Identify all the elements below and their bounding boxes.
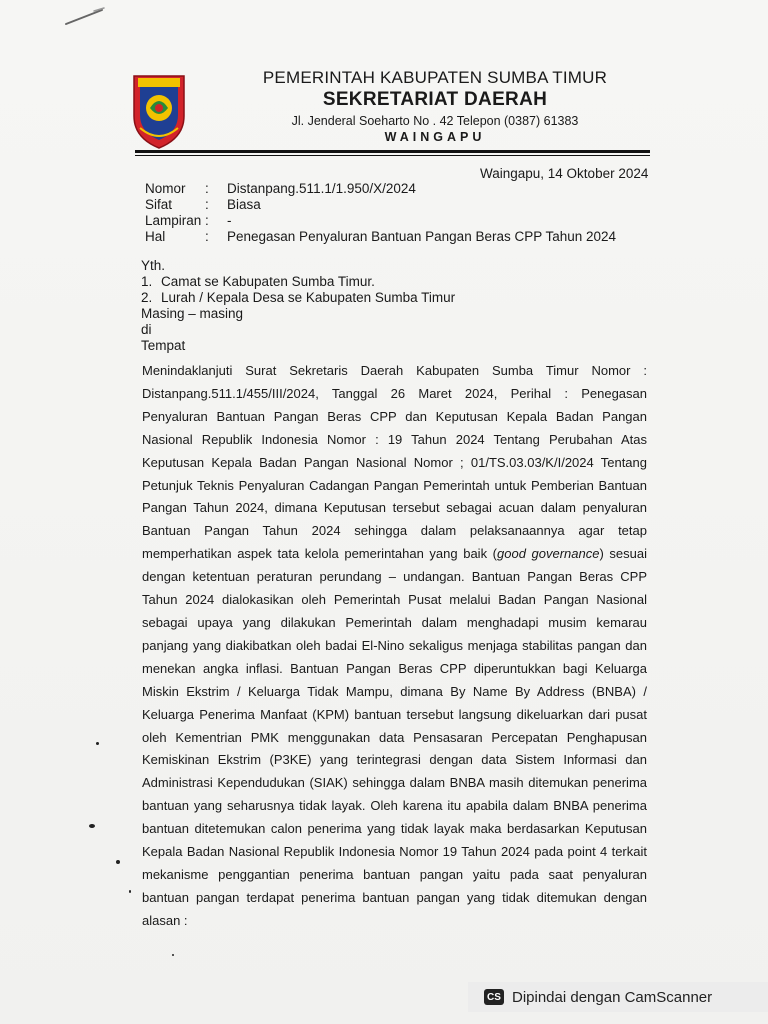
camscanner-watermark <box>468 982 768 1012</box>
scan-speck <box>116 860 120 864</box>
sumba-timur-emblem-icon <box>124 68 194 150</box>
meta-row-nomor <box>145 181 616 197</box>
body-italic-term: good governance <box>497 546 600 562</box>
addressee-text: Camat se Kabupaten Sumba Timur. <box>161 274 375 289</box>
addressee-text: Lurah / Kepala Desa se Kabupaten Sumba Timur <box>161 290 456 305</box>
letterhead-rule-thin <box>135 155 650 156</box>
body-text-part: ) sesuai dengan ketentuan peraturan perundang – undangan. Bantuan Pangan Beras CPP Tahun 2024 dialokasikan oleh Pemerintah Pusat melalui Badan Pangan Nasional sebagai upaya yang dilakukan Pemerintah dalam menghadapi musim kemarau panjang yang diakibatkan oleh badai El-Nino sekaligus menjaga stabilitas pangan dan menekan angka inflasi. Bantuan Pangan Beras CPP diperuntukkan bagi Keluarga Miskin Ekstrim / Keluarga Tidak Mampu, dimana By Name By Address (BNBA) / Keluarga Penerima Manfaat (KPM) bantuan tersebut langsung dikeluarkan dari pusat oleh Kementrian PMK menggunakan data Pensasaran Percepatan Penghapusan Kemiskinan Ekstrim (P3KE) yang terintegrasi dengan data Sistem Informasi dan Administrasi Kependudukan (SIAK) sehingga dalam BNBA masih ditemukan penerima bantuan yang seharusnya tidak layak. Oleh karena itu apabila dalam BNBA penerima bantuan ditetemukan calon penerima yang tidak layak maka berdasarkan Keputusan Kepala Badan Nasional Republik Indonesia Nomor 19 Tahun 2024 pada point 4 terkait mekanisme penggantian penerima bantuan pangan yaitu pada saat penyaluran bantuan pangan terdapat penerima bantuan pangan yang tidak ditemukan dengan alasan : <box>142 546 647 928</box>
meta-label: Lampiran <box>145 213 202 228</box>
office-city: WAINGAPU <box>384 130 486 144</box>
addressee-number: 1. <box>141 274 153 289</box>
meta-row-lampiran <box>145 213 616 229</box>
meta-label: Sifat <box>145 197 173 212</box>
secretariat-name: SEKRETARIAT DAERAH <box>322 89 548 110</box>
greeting: Yth. <box>141 258 166 273</box>
letter-body <box>142 360 647 933</box>
meta-separator: : <box>205 213 209 228</box>
office-address: Jl. Jenderal Soeharto No . 42 Telepon (0387) 61383 <box>291 114 579 128</box>
meta-label: Hal <box>145 229 166 244</box>
government-name: PEMERINTAH KABUPATEN SUMBA TIMUR <box>262 68 608 87</box>
scan-speck <box>96 742 99 745</box>
meta-separator: : <box>205 181 209 196</box>
scan-speck <box>89 824 95 828</box>
addressee-line: Masing – masing <box>141 306 244 321</box>
camscanner-icon: CS <box>484 989 504 1005</box>
addressee-line: Tempat <box>141 338 186 353</box>
letter-meta <box>145 181 616 245</box>
addressee-number: 2. <box>141 290 153 305</box>
meta-value: Distanpang.511.1/1.950/X/2024 <box>227 181 416 196</box>
camscanner-label: Dipindai dengan CamScanner <box>512 988 713 1006</box>
letterhead-rule-thick <box>135 150 650 153</box>
letterhead <box>200 68 670 145</box>
body-text-part: Menindaklanjuti Surat Sekretaris Daerah Kabupaten Sumba Timur Nomor : Distanpang.511.1/455/III/2024, Tanggal 26 Maret 2024, Perihal : Penegasan Penyaluran Bantuan Pangan Beras CPP dan Keputusan Kepala Badan Pangan Nasional Republik Indonesia Nomor : 19 Tahun 2024 Tentang Perubahan Atas Keputusan Kepala Badan Pangan Nasional Nomor ; 01/TS.03.03/K/I/2024 Tentang Petunjuk Teknis Penyaluran Cadangan Pangan Pemerintah untuk Pemberian Bantuan Pangan Tahun 2024, dimana Keputusan tersebut sebagai acuan dalam penyaluran Bantuan Pangan Tahun 2024 sehingga dalam pelaksanaannya agar tetap memperhatikan aspek tata kelola pemerintahan yang baik ( <box>142 363 647 562</box>
addressee-item <box>141 290 455 306</box>
pen-mark-icon <box>64 6 106 28</box>
meta-row-sifat <box>145 197 616 213</box>
meta-value: Penegasan Penyaluran Bantuan Pangan Beras CPP Tahun 2024 <box>227 229 617 244</box>
meta-value: Biasa <box>227 197 261 212</box>
letter-date: Waingapu, 14 Oktober 2024 <box>480 166 649 181</box>
addressee-item <box>141 274 455 290</box>
meta-label: Nomor <box>145 181 186 196</box>
addressee-block <box>141 258 455 354</box>
meta-separator: : <box>205 229 209 244</box>
meta-separator: : <box>205 197 209 212</box>
scan-speck <box>172 954 174 956</box>
addressee-line: di <box>141 322 152 337</box>
meta-row-hal <box>145 229 616 245</box>
meta-value: - <box>227 213 232 228</box>
scan-speck <box>129 890 131 893</box>
